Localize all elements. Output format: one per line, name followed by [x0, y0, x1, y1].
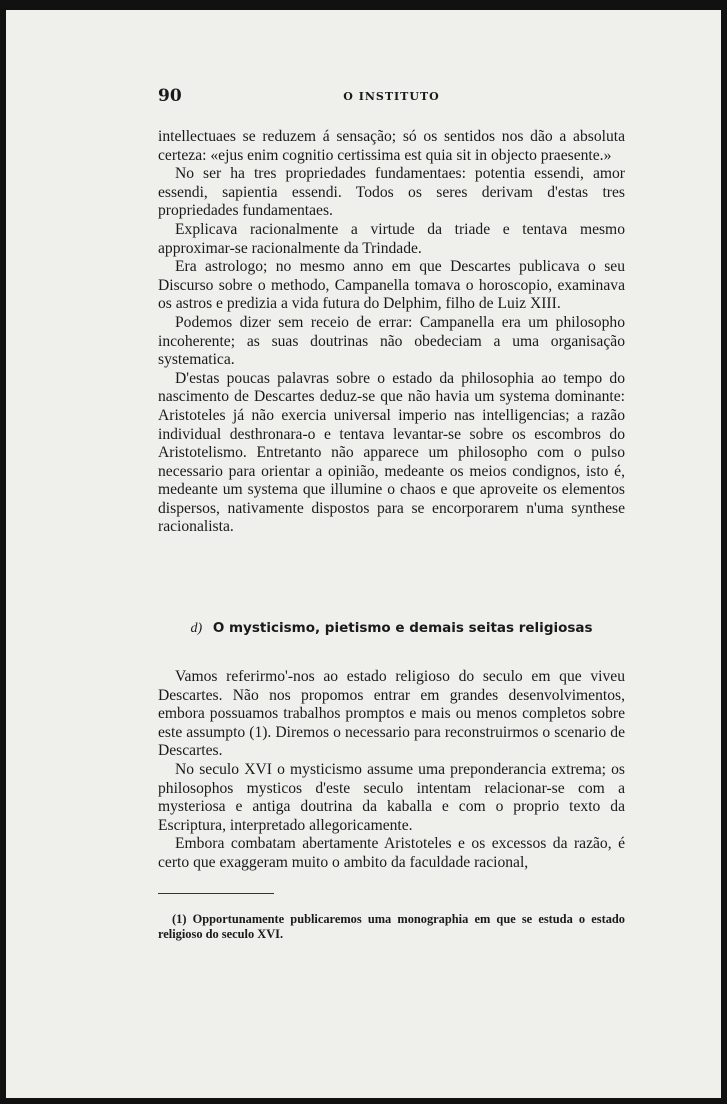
paragraph: Vamos referirmo'-nos ao estado religioso do seculo em que viveu Descartes. Não nos propomos entrar em grandes desenvolvimentos, embora possuamos trabalhos promptos e mais ou menos completos sobre este assumpto (1). Diremos o necessario para reconstruirmos o scenario de Descartes.: [158, 668, 625, 760]
paragraph: Explicava racionalmente a virtude da triade e tentava mesmo approximar-se racionalmente da Trindade.: [158, 220, 625, 257]
footnote-rule: [158, 893, 274, 894]
running-head: O INSTITUTO: [343, 90, 440, 103]
page-header: [158, 86, 625, 110]
scan-border-left: [0, 0, 6, 1104]
scan-border-right: [721, 0, 727, 1104]
section-heading: [158, 620, 625, 637]
body-text-part-2: [158, 668, 625, 873]
paragraph: No ser ha tres propriedades fundamentaes: potentia essendi, amor essendi, sapientia essendi. Todos os seres derivam d'estas tres propriedades fundamentaes.: [158, 165, 625, 220]
page-number: 90: [158, 86, 182, 106]
section-label: d): [190, 621, 203, 636]
paragraph: Podemos dizer sem receio de errar: Campanella era um philosopho incoherente; as suas doutrinas não obedeciam a uma organisação systematica.: [158, 313, 625, 369]
paragraph: D'estas poucas palavras sobre o estado da philosophia ao tempo do nascimento de Descartes deduz-se que não havia um systema dominante: Aristoteles já não exercia universal imperio nas intelligencias; a razão individual desthronara-o e tentava levantar-se sobre os escombros do Aristotelismo. Entretanto não apparece um philosopho com o pulso necessario para orientar a opinião, medeante os meios condignos, isto é, medeante um systema que illumine o chaos e que aproveite os elementos dispersos, nativamente dispostos para se encorporarem n'uma synthese racionalista.: [158, 369, 625, 536]
footnote: (1) Opportunamente publicaremos uma monographia em que se estuda o estado religioso do seculo XVI.: [158, 912, 625, 941]
scan-border-bottom: [0, 1098, 727, 1104]
scan-border-top: [0, 0, 727, 10]
paragraph: intellectuaes se reduzem á sensação; só os sentidos nos dão a absoluta certeza: «ejus enim cognitio certissima est quia sit in objecto praesente.»: [158, 128, 625, 164]
body-text-part-1: [158, 128, 625, 537]
paragraph: Era astrologo; no mesmo anno em que Descartes publicava o seu Discurso sobre o methodo, Campanella tomava o horoscopio, examinava os astros e predizia a vida futura do Delphim, filho de Luiz XIII.: [158, 258, 625, 313]
paragraph: No seculo XVI o mysticismo assume uma preponderancia extrema; os philosophos mysticos d'este seculo intentam relacionar-se com a mysteriosa e antiga doutrina da kaballa e com o proprio texto da Escriptura, interpretado allegoricamente.: [158, 760, 625, 834]
section-title: O mysticismo, pietismo e demais seitas religiosas: [212, 620, 593, 636]
paragraph: Embora combatam abertamente Aristoteles e os excessos da razão, é certo que exaggeram muito o ambito da faculdade racional,: [158, 835, 625, 871]
